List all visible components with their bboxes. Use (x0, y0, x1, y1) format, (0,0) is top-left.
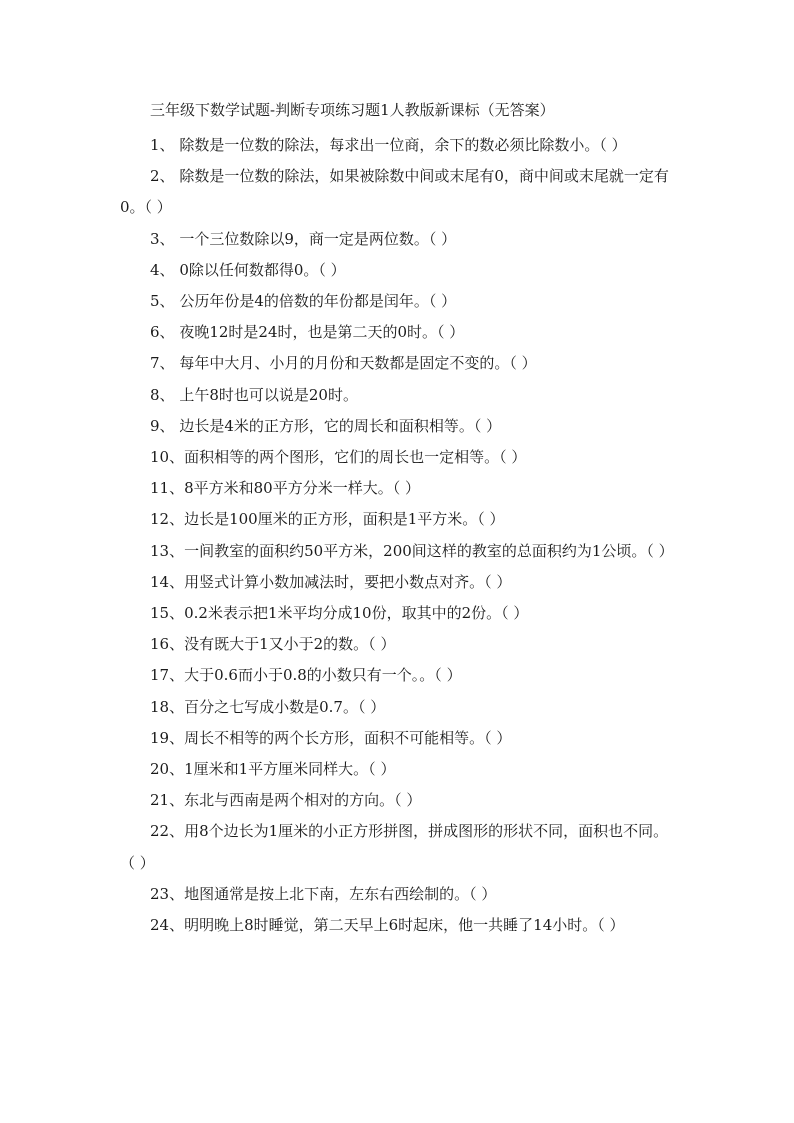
question-number: 24、 (150, 916, 185, 935)
question-text: 东北与西南是两个相对的方向。（ ） (184, 791, 422, 810)
question-text: 0除以任何数都得0。（ ） (174, 260, 346, 279)
question-number: 20、 (150, 760, 185, 779)
question-item (120, 879, 680, 910)
question-text: 每年中大月、小月的月份和天数都是固定不变的。（ ） (174, 354, 537, 373)
question-number: 5、 (150, 292, 175, 311)
question-number: 21、 (150, 791, 185, 810)
question-number: 1、 (150, 136, 175, 154)
question-number: 4、 (150, 260, 175, 279)
question-item (120, 723, 680, 754)
question-item (120, 816, 680, 878)
question-text: 0.2米表示把1米平均分成10份，取其中的2份。（ ） (184, 604, 529, 623)
question-text: 边长是100厘米的正方形，面积是1平方米。（ ） (184, 510, 505, 529)
question-item (120, 692, 680, 723)
question-text: 地图通常是按上北下南，左东右西绘制的。（ ） (184, 884, 497, 903)
question-item (120, 629, 680, 660)
question-text: 周长不相等的两个长方形，面积不可能相等。（ ） (184, 728, 512, 747)
question-item (120, 411, 680, 442)
question-text: 夜晚12时是24时，也是第二天的0时。（ ） (174, 323, 465, 342)
question-number: 16、 (150, 635, 185, 654)
question-number: 14、 (150, 572, 185, 591)
question-list (120, 130, 680, 941)
question-number: 13、 (150, 541, 185, 560)
question-item (120, 442, 680, 473)
question-item (120, 536, 680, 567)
question-item (120, 255, 680, 286)
document-title: 三年级下数学试题-判断专项练习题1人教版新课标（无答案） (150, 101, 555, 119)
question-number: 3、 (150, 229, 175, 248)
question-item (120, 380, 680, 411)
question-number: 9、 (150, 416, 175, 435)
question-number: 2、 (150, 167, 175, 186)
question-text: 除数是一位数的除法，每求出一位商，余下的数必须比除数小。（ ） (174, 136, 627, 154)
question-text: 边长是4米的正方形，它的周长和面积相等。（ ） (174, 416, 502, 435)
question-number: 7、 (150, 354, 175, 373)
question-item (120, 161, 680, 223)
question-number: 6、 (150, 323, 175, 342)
question-item (120, 317, 680, 348)
question-item (120, 224, 680, 255)
question-number: 19、 (150, 728, 185, 747)
question-item (120, 286, 680, 317)
question-number: 11、 (150, 479, 185, 498)
question-number: 10、 (150, 448, 185, 467)
question-item (120, 660, 680, 691)
question-text: 除数是一位数的除法，如果被除数中间或末尾有0，商中间或末尾就一定有0。（ ） (120, 167, 669, 217)
question-number: 15、 (150, 604, 185, 623)
question-text: 公历年份是4的倍数的年份都是闰年。（ ） (174, 292, 457, 311)
question-text: 没有既大于1又小于2的数。（ ） (184, 635, 396, 654)
question-text: 大于0.6而小于0.8的小数只有一个。。（ ） (184, 666, 462, 685)
question-text: 上午8时也可以说是20时。 (174, 385, 358, 404)
question-item (120, 130, 680, 161)
question-item (120, 567, 680, 598)
question-text: 百分之七写成小数是0.7。（ ） (184, 697, 386, 716)
question-text: 一个三位数除以9，商一定是两位数。（ ） (174, 229, 457, 248)
question-number: 23、 (150, 884, 185, 903)
question-item (120, 754, 680, 785)
question-text: 1厘米和1平方厘米同样大。（ ） (184, 760, 396, 779)
question-item (120, 348, 680, 379)
question-number: 18、 (150, 697, 185, 716)
question-item (120, 473, 680, 504)
question-text: 一间教室的面积约50平方米，200间这样的教室的总面积约为1公顷。（ ） (184, 541, 674, 560)
question-text: 明明晚上8时睡觉，第二天早上6时起床，他一共睡了14小时。（ ） (184, 916, 625, 935)
question-text: 面积相等的两个图形，它们的周长也一定相等。（ ） (184, 448, 527, 467)
question-number: 12、 (150, 510, 185, 529)
question-number: 22、 (150, 822, 185, 841)
question-number: 8、 (150, 385, 175, 404)
question-text: 用8个边长为1厘米的小正方形拼图，拼成图形的形状不同，面积也不同。 （ ） (120, 822, 669, 872)
question-item (120, 785, 680, 816)
question-text: 用竖式计算小数加减法时，要把小数点对齐。（ ） (184, 572, 512, 591)
question-text: 8平方米和80平方分米一样大。（ ） (184, 479, 420, 498)
question-item (120, 504, 680, 535)
question-item (120, 910, 680, 941)
question-item (120, 598, 680, 629)
question-number: 17、 (150, 666, 185, 685)
